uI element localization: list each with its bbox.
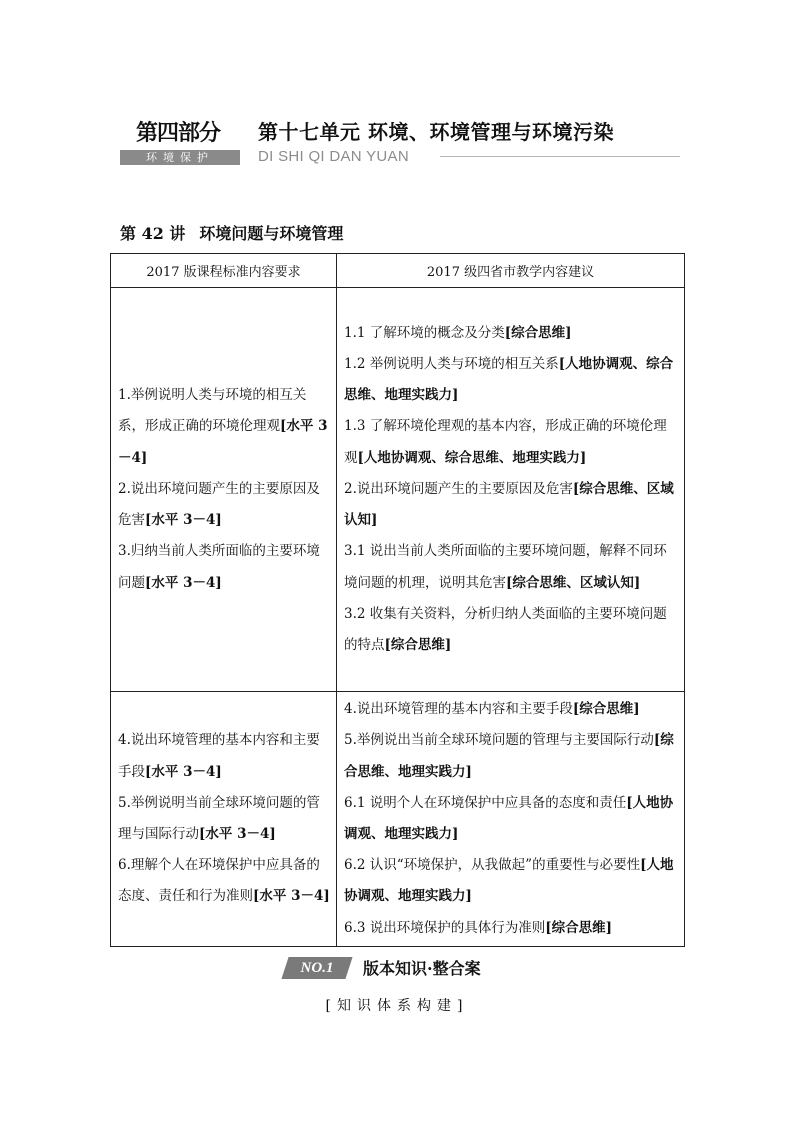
requirement-item: 6.理解个人在环境保护中应具备的态度、责任和行为准则[水平 3－4]: [118, 857, 330, 905]
suggestion-item: 6.2 认识“环境保护，从我做起”的重要性与必要性[人地协调观、地理实践力]: [344, 857, 674, 905]
requirement-item: 2.说出环境问题产生的主要原因及危害[水平 3－4]: [118, 480, 320, 529]
section-title: 版本知识·整合案: [363, 959, 481, 978]
table-row: [111, 288, 685, 692]
suggestion-item: 1.3 了解环境伦理观的基本内容，形成正确的环境伦理观[人地协调观、综合思维、地理实践力]: [344, 418, 667, 466]
lecture-title: 环境问题与环境管理: [199, 224, 344, 243]
lecture-heading: [120, 221, 343, 244]
table-row: [111, 692, 685, 947]
suggestion-item: 6.1 说明个人在环境保护中应具备的态度和责任[人地协调观、地理实践力]: [344, 794, 674, 842]
table-header-row: [111, 254, 685, 288]
header-divider: [440, 156, 680, 157]
suggestion-item: 1.2 举例说明人类与环境的相互关系[人地协调观、综合思维、地理实践力]: [344, 356, 674, 404]
suggestion-item: 1.1 了解环境的概念及分类[综合思维]: [344, 324, 572, 341]
suggestion-item: 2.说出环境问题产生的主要原因及危害[综合思维、区域认知]: [344, 480, 674, 529]
requirement-item: 1.举例说明人类与环境的相互关系，形成正确的环境伦理观[水平 3－4]: [118, 387, 328, 466]
table-cell-standard: [111, 692, 337, 947]
suggestion-item: 5.举例说出当前全球环境问题的管理与主要国际行动[综合思维、地理实践力]: [344, 732, 674, 780]
unit-pinyin: DI SHI QI DAN YUAN: [258, 148, 409, 165]
section-subtitle: [知识体系构建]: [325, 998, 469, 1014]
table-cell-suggestion: [337, 288, 685, 692]
section-badge: NO.1: [281, 957, 352, 979]
part-tag: 环境保护: [120, 150, 240, 165]
requirement-item: 4.说出环境管理的基本内容和主要手段[水平 3－4]: [118, 732, 320, 780]
curriculum-table: [110, 253, 685, 947]
suggestion-item: 6.3 说出环境保护的具体行为准则[综合思维]: [344, 919, 613, 936]
suggestion-item: 4.说出环境管理的基本内容和主要手段[综合思维]: [344, 701, 640, 718]
requirement-item: 3.归纳当前人类所面临的主要环境问题[水平 3－4]: [118, 543, 320, 591]
unit-title: 第十七单元 环境、环境管理与环境污染: [258, 120, 614, 144]
suggestion-item: 3.2 收集有关资料，分析归纳人类面临的主要环境问题的特点[综合思维]: [344, 605, 667, 653]
table-header-suggestion: 2017 级四省市教学内容建议: [337, 254, 685, 288]
table-cell-standard: [111, 288, 337, 692]
table-header-standard: 2017 版课程标准内容要求: [111, 254, 337, 288]
lecture-number: 第 42 讲: [120, 224, 186, 243]
part-title: 第四部分: [136, 121, 221, 146]
suggestion-item: 3.1 说出当前人类所面临的主要环境问题，解释不同环境问题的机理，说明其危害[综合思维、区域认知]: [344, 543, 667, 591]
table-cell-suggestion: [337, 692, 685, 947]
requirement-item: 5.举例说明当前全球环境问题的管理与国际行动[水平 3－4]: [118, 794, 320, 842]
